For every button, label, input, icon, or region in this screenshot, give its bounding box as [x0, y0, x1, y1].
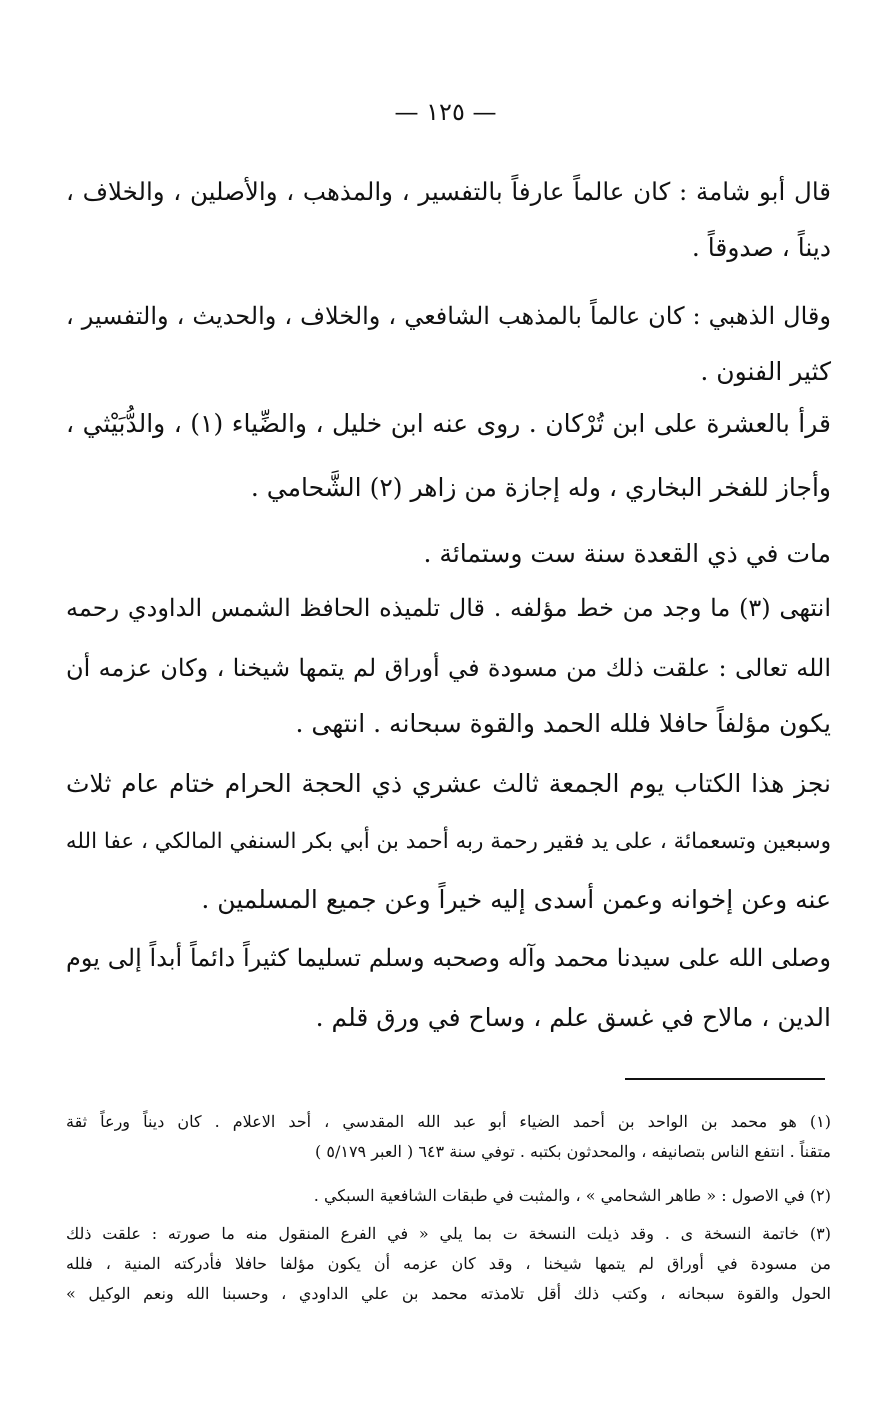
footnote-separator	[625, 1078, 825, 1080]
body-line: عنه وعن إخوانه وعمن أسدى إليه خيراً وعن جميع المسلمين .	[201, 885, 831, 914]
body-line: يكون مؤلفاً حافلا فلله الحمد والقوة سبحانه . انتهى .	[295, 709, 831, 738]
body-line: قال أبو شامة : كان عالماً عارفاً بالتفسير ، والمذهب ، والأصلين ، والخلاف ،	[66, 177, 831, 206]
body-line: نجز هذا الكتاب يوم الجمعة ثالث عشري ذي الحجة الحرام ختام عام ثلاث	[66, 769, 831, 798]
footnote-line: من مسودة في أوراق لم يتمها شيخنا ، وقد كان عزمه أن يكون مؤلفا حافلا فأدركته المنية ، فلله	[66, 1254, 831, 1273]
footnote-line: (٣) خاتمة النسخة ى . وقد ذيلت النسخة ت بما يلي « في الفرع المنقول منه ما صورته : علقت ذلك	[66, 1224, 831, 1243]
body-line: الله تعالى : علقت ذلك من مسودة في أوراق لم يتمها شيخنا ، وكان عزمه أن	[66, 654, 831, 682]
body-line: وأجاز للفخر البخاري ، وله إجازة من زاهر (٢) الشَّحامي .	[250, 473, 831, 502]
page-number: — ١٢٥ —	[394, 98, 497, 126]
body-line: مات في ذي القعدة سنة ست وستمائة .	[423, 539, 831, 568]
body-line: وسبعين وتسعمائة ، على يد فقير رحمة ربه أحمد بن أبي بكر السنفي المالكي ، عفا الله	[65, 829, 831, 854]
body-line: الدين ، مالاح في غسق علم ، وساح في ورق قلم .	[315, 1003, 831, 1032]
footnote-line: متقناً . انتفع الناس بتصانيفه ، والمحدثون بكتبه . توفي سنة ٦٤٣ ( العبر ٥/١٧٩ )	[315, 1142, 831, 1161]
body-line: كثير الفنون .	[700, 357, 831, 386]
footnote-line: (٢) في الاصول : « طاهر الشحامي » ، والمثبت في طبقات الشافعية السبكي .	[313, 1186, 831, 1205]
body-line: ديناً ، صدوقاً .	[691, 233, 831, 262]
body-line: وقال الذهبي : كان عالماً بالمذهب الشافعي ، والخلاف ، والحديث ، والتفسير ،	[66, 302, 831, 330]
footnote-line: (١) هو محمد بن الواحد بن أحمد الضياء أبو عبد الله المقدسي ، أحد الاعلام . كان ديناً ورعاً ثقة	[66, 1112, 831, 1131]
footnote-line: الحول والقوة سبحانه ، وكتب ذلك أقل تلامذته محمد بن علي الداودي ، وحسبنا الله ونعم الوكيل »	[66, 1284, 831, 1303]
body-line: قرأ بالعشرة على ابن تُرْكان . روى عنه ابن خليل ، والضِّياء (١) ، والدُّبَيْثي ،	[66, 409, 831, 438]
body-line: انتهى (٣) ما وجد من خط مؤلفه . قال تلميذه الحافظ الشمس الداودي رحمه	[66, 594, 831, 622]
body-line: وصلى الله على سيدنا محمد وآله وصحبه وسلم تسليما كثيراً دائماً أبداً إلى يوم	[66, 944, 831, 972]
